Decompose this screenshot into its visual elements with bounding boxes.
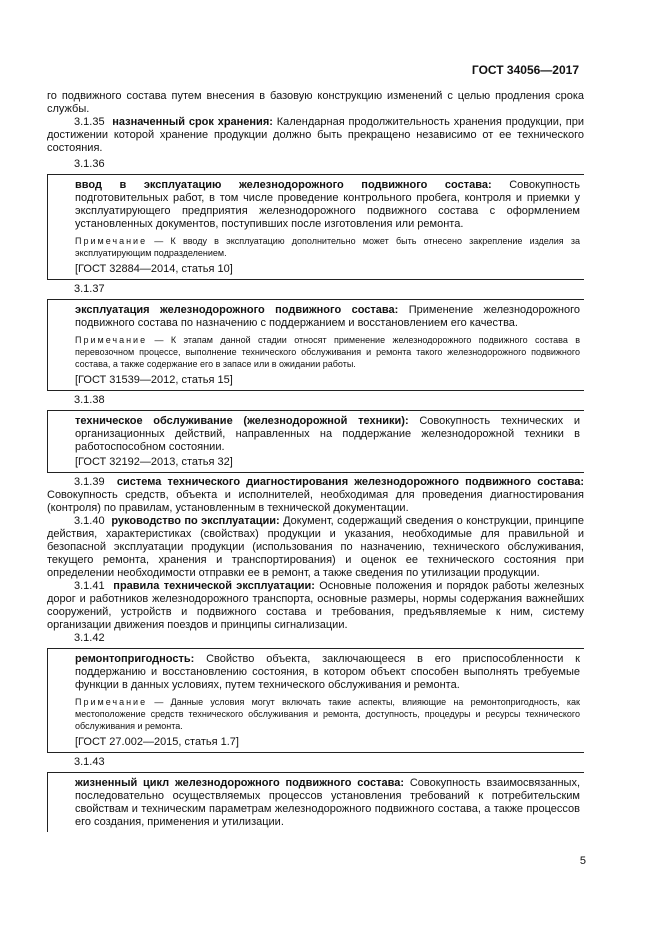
term-title: ввод в эксплуатацию железнодорожного подвижного состава:	[75, 179, 492, 191]
term-definition: Совокупность подготовительных работ, в том числе проведение контрольного пробега, контроля и приемки у эксплуатирующего предприятия железнодорожного подвижного состава с оформлением установленных документов, поступивших после изготовления или ремонта.	[75, 179, 580, 230]
term-3-1-40: 3.1.40 руководство по эксплуатации: Документ, содержащий сведения о конструкции, принципе действия, характеристиках (свойствах) продукции и указания, необходимые для правильной и безопасной эксплуатации продукции (использования по назначению, технического обслуживания, текущего ремонта, хранения и транспортирования) и оценок ее технического состояния при определении необходимости отправки ее в ремонт, а также сведения по утилизации продукции.	[47, 515, 584, 579]
document-header: ГОСТ 34056—2017	[471, 63, 579, 77]
document-body	[47, 90, 584, 832]
term-definition: Совокупность технических и организационных действий, направленных на поддержание железнодорожной техники в работоспособном состоянии.	[75, 415, 581, 453]
term-3-1-39: 3.1.39 система технического диагностирования железнодорожного подвижного состава: Совокупность средств, объекта и исполнителей, необходимая для проведения диагностирования (контроля) по правилам, установленным в технической документации.	[47, 476, 584, 514]
term-3-1-35: 3.1.35 назначенный срок хранения: Календарная продолжительность хранения продукции, при достижении которой хранение продукции должно быть прекращено независимо от ее технического состояния.	[47, 116, 584, 154]
term-box-3-1-38	[47, 410, 584, 473]
term-box-3-1-36	[47, 174, 584, 280]
clause-number-3-1-37: 3.1.37	[74, 283, 105, 295]
term-box-3-1-43	[47, 772, 584, 832]
term-title: ремонтопригодность:	[75, 653, 195, 665]
term-definition: Свойство объекта, заключающееся в его приспособленности к поддержанию и восстановлению состояния, в котором объект способен выполнять требуемые функции в данных условиях, путем технического обслуживания и ремонта.	[75, 653, 580, 691]
term-title: эксплуатация железнодорожного подвижного состава:	[75, 304, 399, 316]
term-title: жизненный цикл железнодорожного подвижного состава:	[75, 777, 405, 789]
term-box-3-1-42	[47, 648, 584, 753]
term-definition: Применение железнодорожного подвижного состава по назначению с поддержанием и восстановлением его качества.	[75, 304, 581, 329]
term-note: Примечание — Данные условия могут включать такие аспекты, влияющие на ремонтопригодность, как местоположение средств технического обслуживания и ремонта, доступность, процедуры и ресурсы технического обслуживания и ремонта.	[75, 697, 580, 731]
term-source: [ГОСТ 32192—2013, статья 32]	[75, 456, 233, 468]
term-source: [ГОСТ 31539—2012, статья 15]	[75, 374, 233, 386]
clause-number-3-1-43: 3.1.43	[74, 756, 105, 768]
term-note: Примечание — К этапам данной стадии относят применение железнодорожного подвижного состава в перевозочном процессе, выполнение технического обслуживания и ремонта такого железнодорожного подвижного состава, а также содержание его в запасе или в ожидании работы.	[75, 335, 580, 369]
page-number: 5	[579, 855, 586, 867]
clause-number-3-1-36: 3.1.36	[74, 158, 105, 170]
term-source: [ГОСТ 32884—2014, статья 10]	[75, 263, 233, 275]
term-definition: Совокупность взаимосвязанных, последовательно осуществляемых процессов установления требований к потребительским свойствам и техническим параметрам железнодорожного подвижного состава, а также процессов его создания, применения и утилизации.	[75, 777, 581, 828]
clause-number-3-1-38: 3.1.38	[74, 394, 105, 406]
term-title: техническое обслуживание (железнодорожной техники):	[75, 415, 409, 427]
term-3-1-41: 3.1.41 правила технической эксплуатации: Основные положения и порядок работы железных дорог и работников железнодорожного транспорта, основные размеры, нормы содержания важнейших сооружений, устройств и подвижного состава и требования, предъявляемые к ним, систему организации движения поездов и принципы сигнализации.	[47, 580, 584, 631]
clause-number-3-1-42: 3.1.42	[74, 632, 105, 644]
term-note: Примечание — К вводу в эксплуатацию дополнительно может быть отнесено закрепление изделия за эксплуатирующим подразделением.	[75, 236, 580, 258]
term-source: [ГОСТ 27.002—2015, статья 1.7]	[75, 736, 239, 748]
intro-paragraph: го подвижного состава путем внесения в базовую конструкцию изменений с целью продления срока службы.	[47, 90, 584, 115]
term-box-3-1-37	[47, 299, 584, 391]
